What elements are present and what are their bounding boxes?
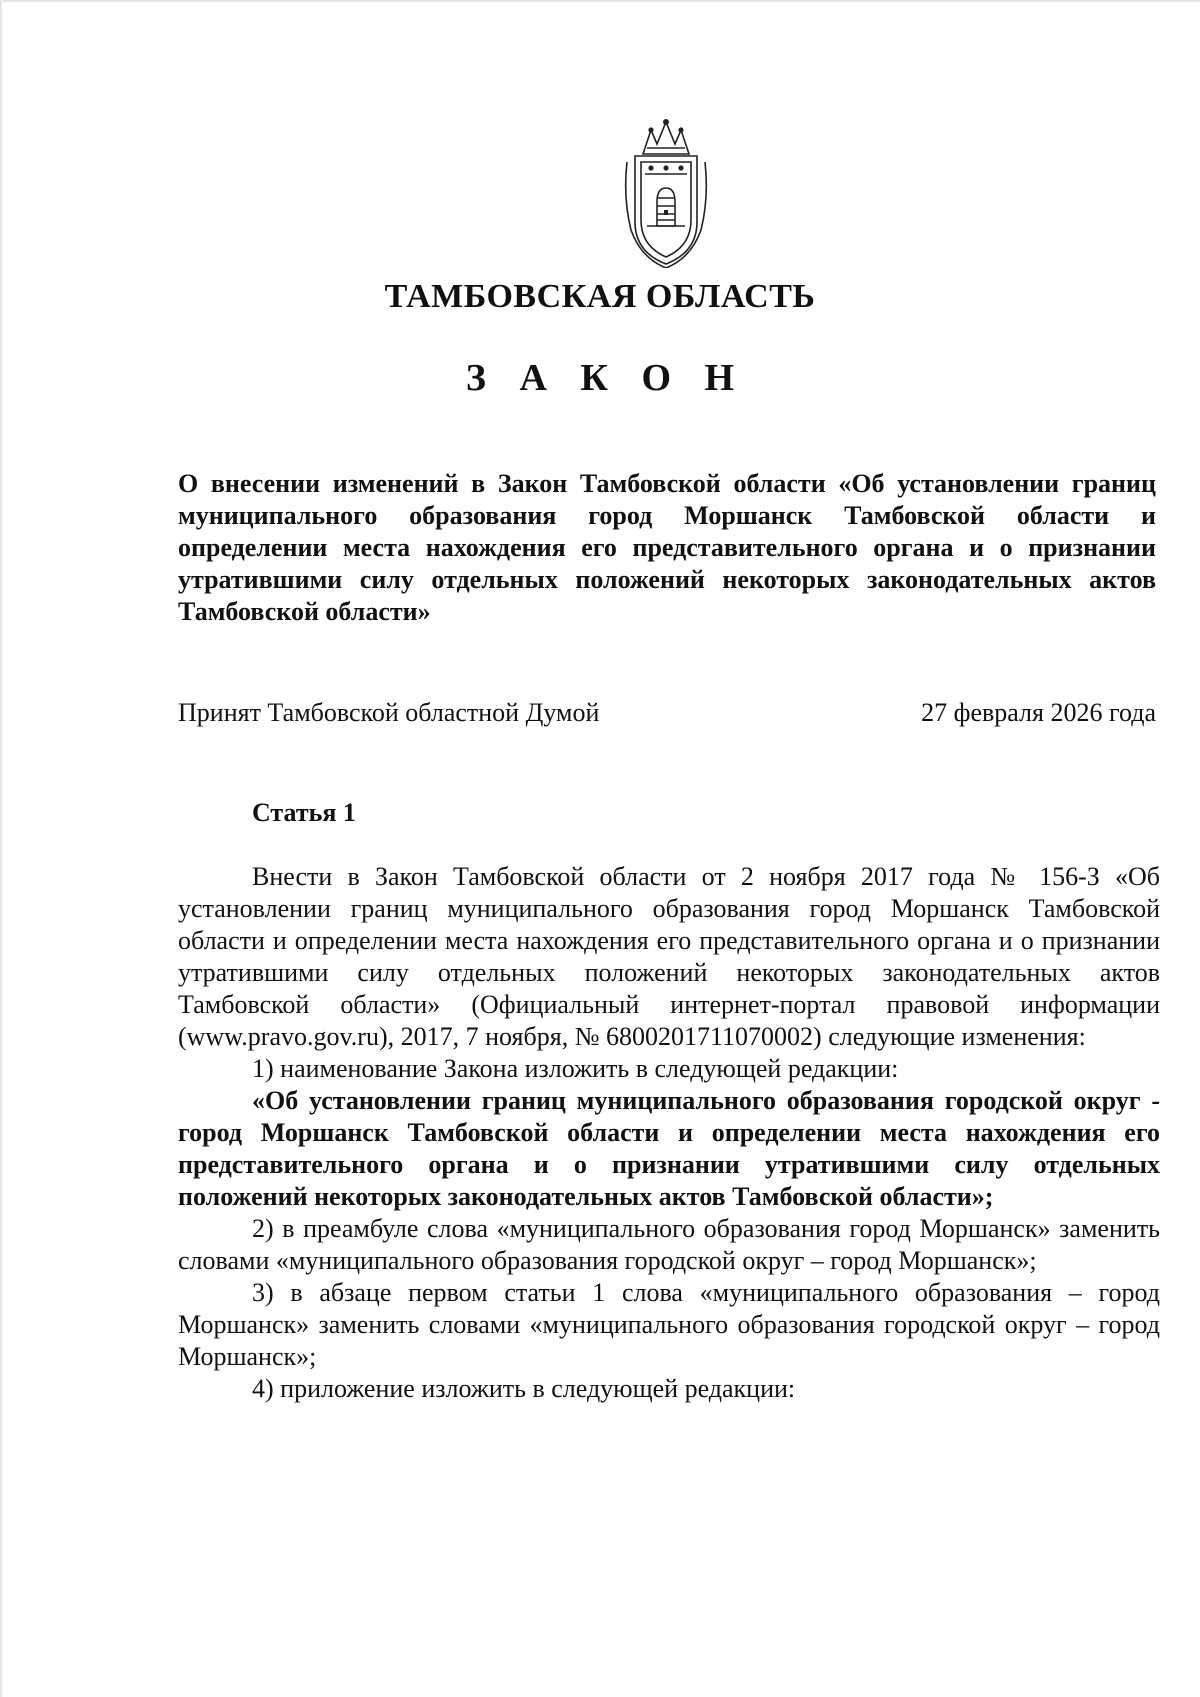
law-title: О внесении изменений в Закон Тамбовской области «Об установлении границ муниципального образования город Моршанск Тамбовской области и определении места нахождения его представительного органа и о признании утратившими силу отдельных положений некоторых законодательных актов Тамбовской области»: [178, 469, 1156, 626]
article-paragraph: 3) в абзаце первом статьи 1 слова «муниципального образования – город Моршанск» заменить словами «муниципального образования городской округ – город Моршанск»;: [178, 1278, 1160, 1371]
article-paragraph: Внести в Закон Тамбовской области от 2 ноября 2017 года № 156-З «Об установлении границ муниципального образования город Моршанск Тамбовской области и определении места нахождения его представительного органа и о признании утратившими силу отдельных положений некоторых законодательных актов Тамбовской области» (Официальный интернет-портал правовой информации (www.pravo.gov.ru), 2017, 7 ноября, № 6800201711070002) следующие изменения:: [178, 862, 1160, 1051]
coat-of-arms-icon: [621, 118, 711, 268]
scan-edge-left: [0, 0, 3, 1697]
document-type: З А К О Н: [465, 357, 747, 399]
adopted-by: Принят Тамбовской областной Думой: [178, 698, 600, 727]
article-heading: Статья 1: [252, 798, 356, 827]
article-paragraph: 4) приложение изложить в следующей редакции:: [252, 1374, 796, 1403]
article-paragraph: 2) в преамбуле слова «муниципального образования город Моршанск» заменить словами «муниципального образования городской округ – город Моршанск»;: [178, 1214, 1160, 1275]
article-paragraph: 1) наименование Закона изложить в следующей редакции:: [252, 1054, 899, 1083]
new-law-name: «Об установлении границ муниципального образования городской округ - город Моршанск Тамбовской области и определении места нахождения его представительного органа и о признании утратившими силу отдельных положений некоторых законодательных актов Тамбовской области»;: [178, 1086, 1160, 1211]
region-title: ТАМБОВСКАЯ ОБЛАСТЬ: [384, 278, 816, 315]
scan-edge-top: [0, 0, 1200, 3]
adoption-date: 27 февраля 2026 года: [921, 698, 1156, 727]
article-body: [178, 861, 1160, 1405]
